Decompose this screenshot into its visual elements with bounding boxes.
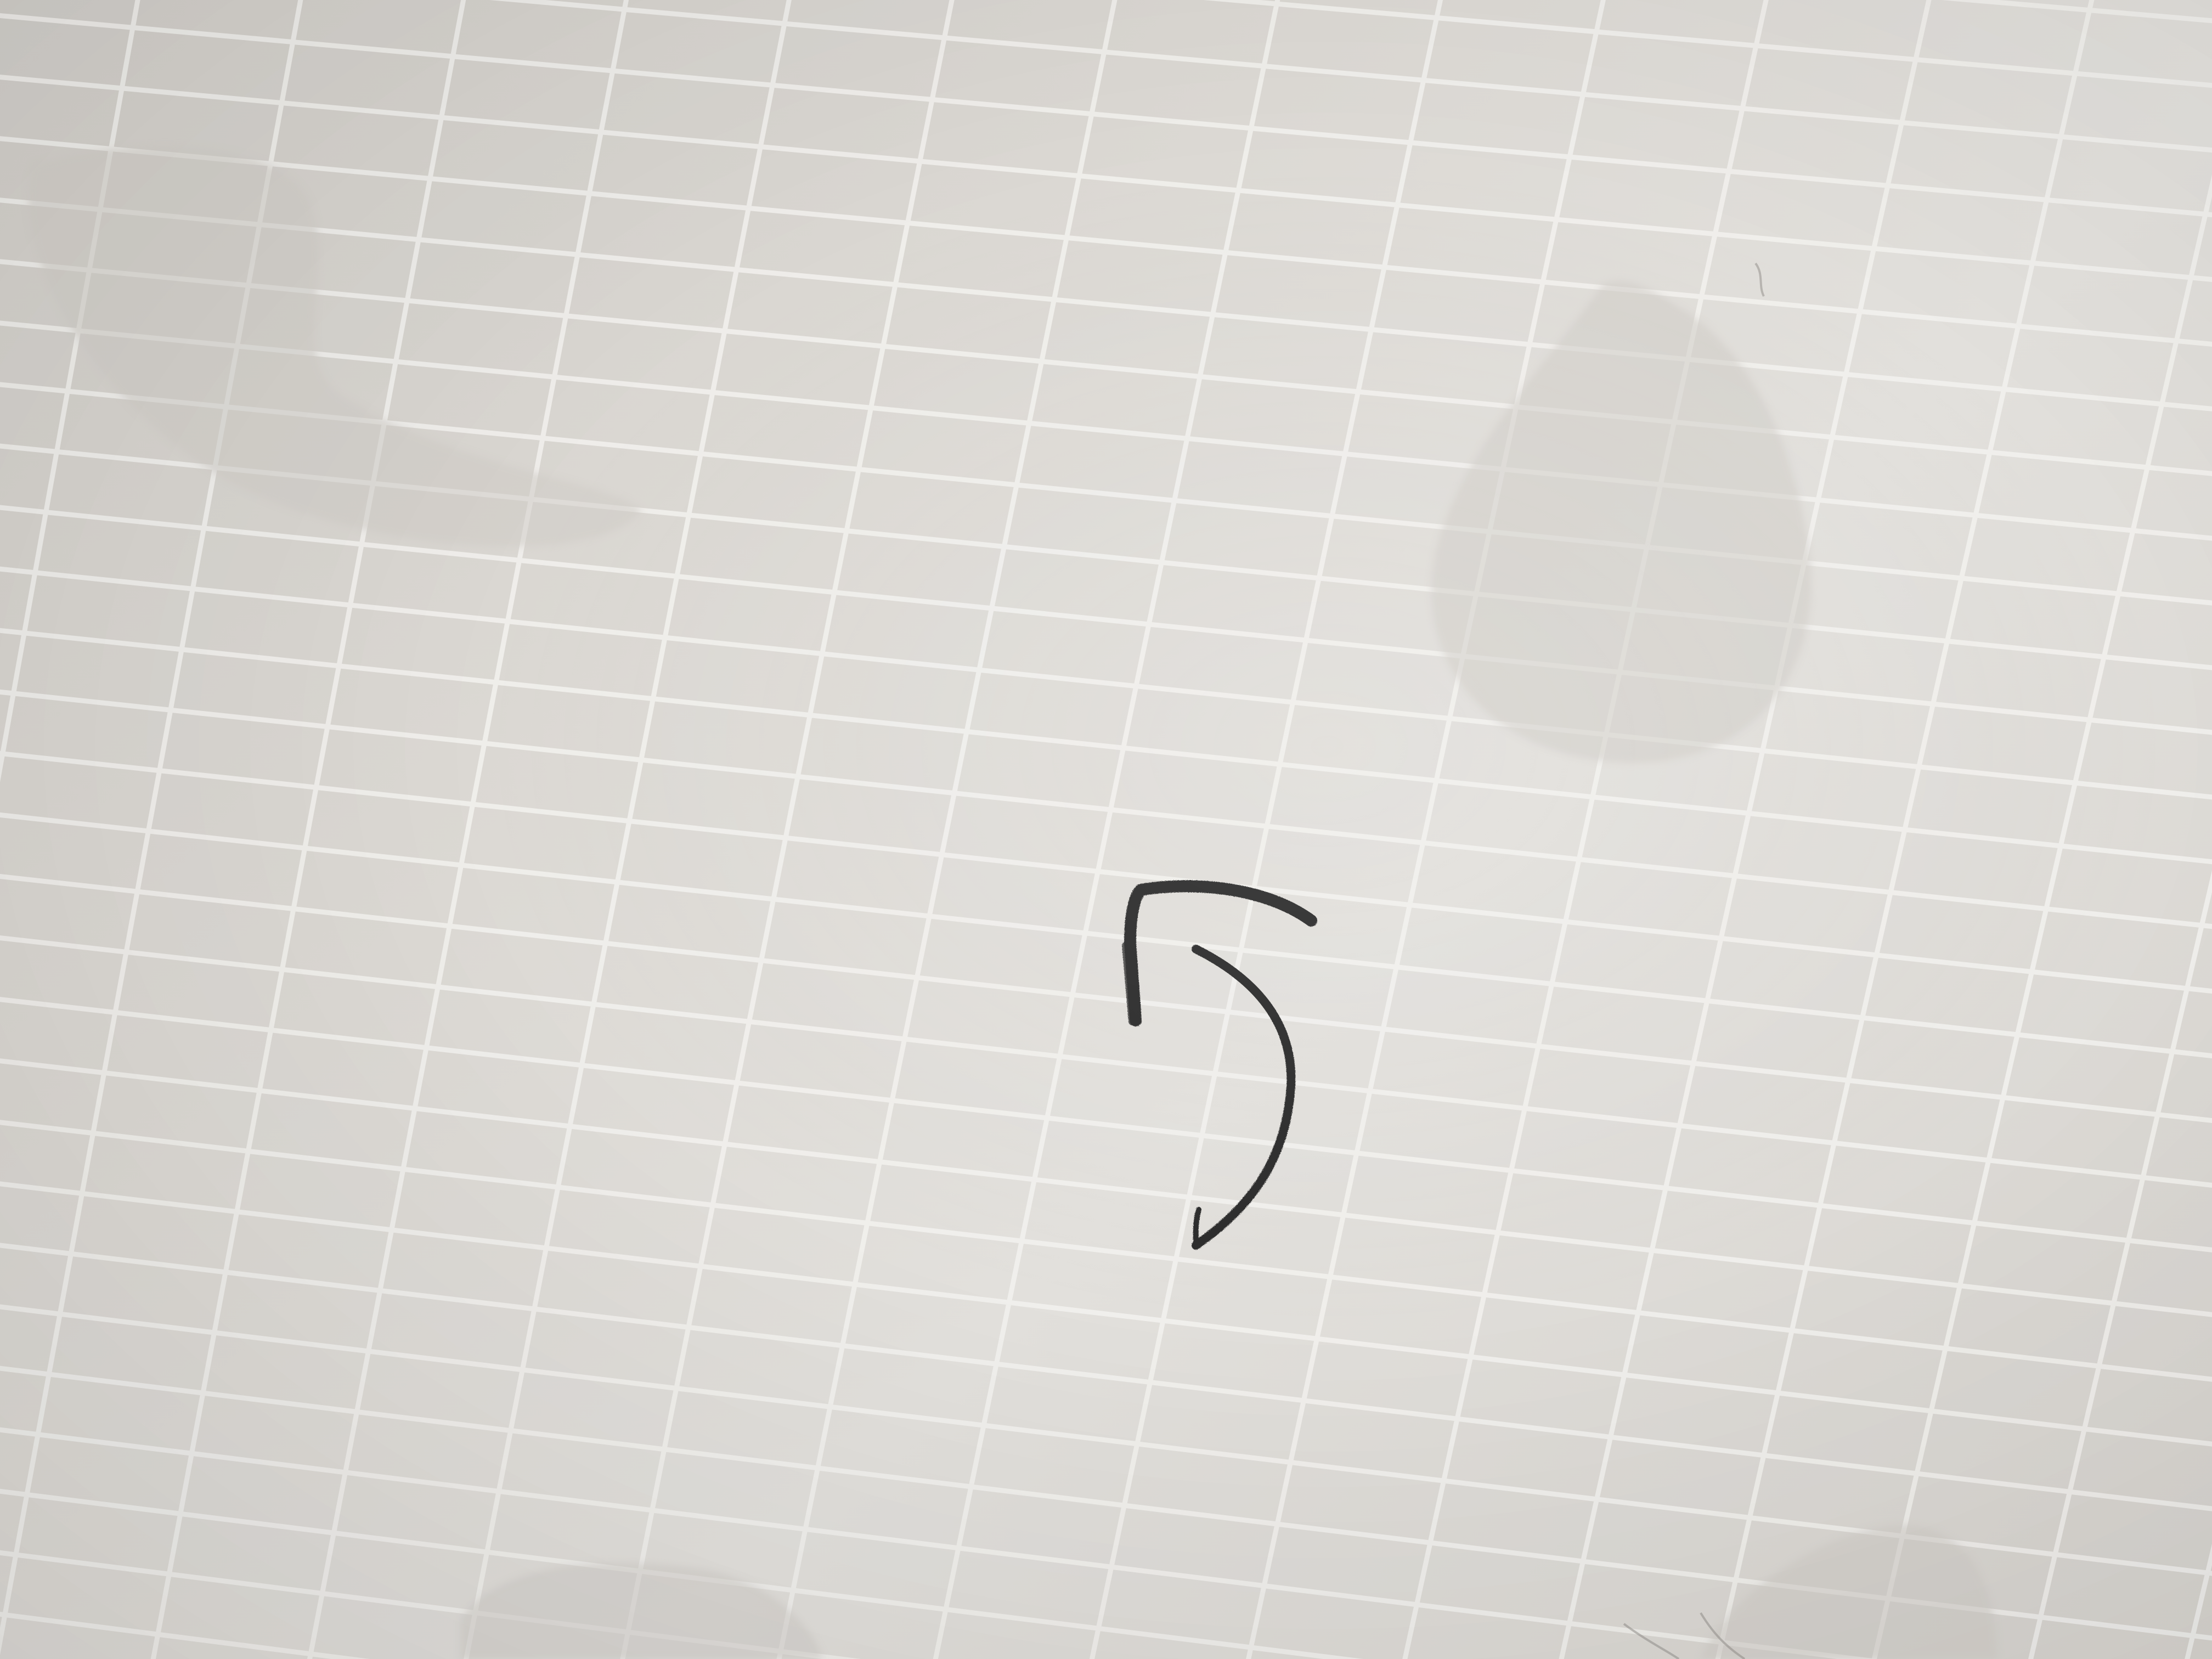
grid-horizontal-line bbox=[0, 136, 2212, 347]
grid-horizontal-line bbox=[0, 0, 2212, 153]
grid-horizontal-line bbox=[0, 873, 2212, 1124]
grid-horizontal-line bbox=[0, 0, 2212, 23]
blob-bottom-left bbox=[461, 1563, 823, 1659]
grid-horizontal-line bbox=[0, 751, 2212, 994]
grid-horizontal-line bbox=[0, 566, 2212, 800]
grid-horizontal-line bbox=[0, 996, 2212, 1253]
grid-vertical-line bbox=[617, 0, 957, 1659]
grid-horizontal-line bbox=[0, 1119, 2212, 1383]
blob-top-left bbox=[29, 146, 642, 546]
blob-top-right bbox=[1431, 281, 1811, 763]
grid-vertical-line bbox=[774, 0, 1120, 1659]
grid-horizontal-line bbox=[0, 935, 2212, 1188]
grid-horizontal-line bbox=[0, 1058, 2212, 1318]
grid-vertical-line bbox=[1399, 0, 1772, 1659]
grid-horizontal-line bbox=[0, 689, 2212, 929]
grid-horizontal-line bbox=[0, 75, 2212, 282]
grid-vertical-line bbox=[2024, 0, 2212, 1659]
grid-vertical-line bbox=[930, 0, 1283, 1659]
show-through-blobs bbox=[29, 146, 1997, 1659]
